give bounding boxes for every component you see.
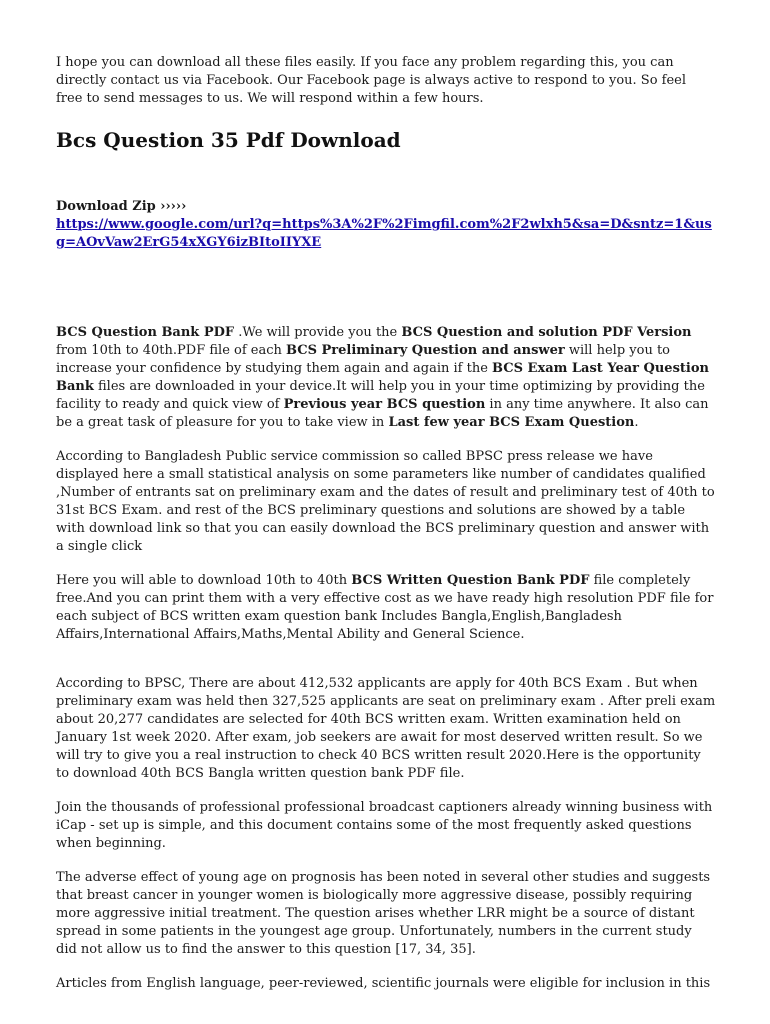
paragraph-prognosis: The adverse effect of young age on prognosis has been noted in several other studies and suggests that breast cancer in younger women is biologically more aggressive disease, possibly requiring more aggressive initial treatment. The question arises whether LRR might be a source of distant spread in some patients in the youngest age group. Unfortunately, numbers in the current study did not allow us to find the answer to this question [17, 34, 35]. <box>56 870 711 957</box>
download-block <box>56 198 716 252</box>
strong-text: BCS Exam Last Year Question Bank <box>56 361 709 394</box>
paragraph-written-question-bank: Here you will able to download 10th to 40th BCS Written Question Bank PDF file completely free.And you can print them with a very effective cost as we have ready high resolution PDF file for each subject of BCS written exam question bank Includes Bangla,English,Bangladesh Affairs,International Affairs,Maths,Mental Ability and General Science. <box>56 573 714 642</box>
paragraph-icap: Join the thousands of professional professional broadcast captioners already winning business with iCap - set up is simple, and this document contains some of the most frequently asked questions when beginning. <box>56 800 713 851</box>
paragraph-bcs-question-bank: BCS Question Bank PDF .We will provide you the BCS Question and solution PDF Version from 10th to 40th.PDF file of each BCS Preliminary Question and answer will help you to increase your confidence by studying them again and again if the BCS Exam Last Year Question Bank files are downloaded in your device.It will help you in your time optimizing by providing the facility to ready and quick view of Previous year BCS question in any time anywhere. It also can be a great task of pleasure for you to take view in Last few year BCS Exam Question. <box>56 325 709 430</box>
strong-text: BCS Written Question Bank PDF <box>351 573 590 588</box>
strong-text: Last few year BCS Exam Question <box>388 415 635 430</box>
download-link[interactable]: https://www.google.com/url?q=https%3A%2F%2Fimgfil.com%2F2wlxh5&sa=D&sntz=1&usg=AOvVaw2ErG54xXGY6izBItoIIYXE <box>56 217 712 250</box>
strong-text: BCS Question Bank PDF <box>56 325 235 340</box>
intro-paragraph: I hope you can download all these files easily. If you face any problem regarding this, you can directly contact us via Facebook. Our Facebook page is always active to respond to you. So feel free to send messages to us. We will respond within a few hours. <box>56 55 687 106</box>
paragraph-applicants: According to BPSC, There are about 412,532 applicants are apply for 40th BCS Exam . But when preliminary exam was held then 327,525 applicants are seat on preliminary exam . After preli exam about 20,277 candidates are selected for 40th BCS written exam. Written examination held on January 1st week 2020. After exam, job seekers are await for most deserved written result. So we will try to give you a real instruction to check 40 BCS written result 2020.Here is the opportunity to download 40th BCS Bangla written question bank PDF file. <box>56 676 716 781</box>
strong-text: Previous year BCS question <box>283 397 486 412</box>
download-label: Download Zip ››››› <box>56 199 187 214</box>
document-body <box>56 54 716 1009</box>
paragraph-bpsc-statistics: According to Bangladesh Public service commission so called BPSC press release we have displayed here a small statistical analysis on some parameters like number of candidates qualified ,Number of entrants sat on preliminary exam and the dates of result and preliminary test of 40th to 31st BCS Exam. and rest of the BCS preliminary questions and solutions are showed by a table with download link so that you can easily download the BCS preliminary question and answer with a single click <box>56 449 715 554</box>
strong-text: BCS Question and solution PDF Version <box>401 325 692 340</box>
strong-text: BCS Preliminary Question and answer <box>286 343 565 358</box>
page-title: Bcs Question 35 Pdf Download <box>56 128 401 152</box>
paragraph-articles: Articles from English language, peer-reviewed, scientific journals were eligible for inclusion in this <box>56 976 711 991</box>
